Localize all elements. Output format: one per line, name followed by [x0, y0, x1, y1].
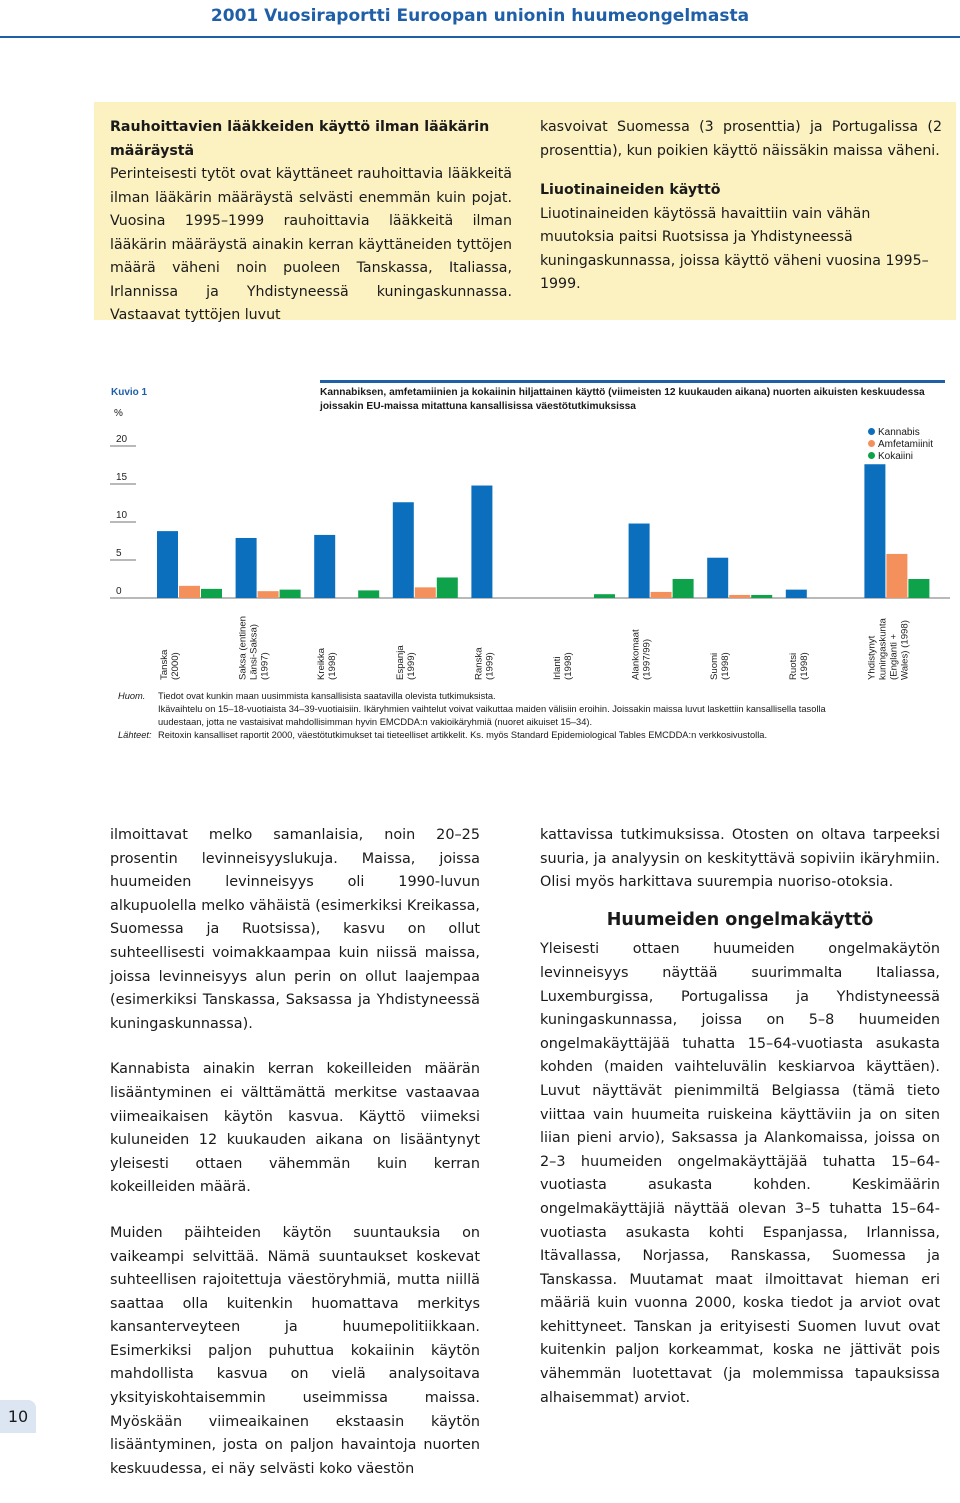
body-paragraph: Kannabista ainakin kerran kokeilleiden määrän lisääntyminen ei välttämättä merkitse vastaavaa viimeaikaisen käytön kasvua. Käyttö viimeksi kuluneiden 12 kuukauden aikana on lisääntynyt yleisesti ottaen vähemmän kuin kerran kokeilleiden määrä. — [110, 1061, 480, 1196]
bar-kannabis-8 — [786, 590, 807, 598]
y-tick-label: 10 — [116, 510, 128, 521]
x-category-label-line: Irlanti — [552, 656, 563, 680]
note-text: uudestaan, jotta ne vastaisivat mahdollisimman hyvin EMCDDA:n vakioikäryhmiä (nuoret aikuiset 15–34). — [158, 717, 593, 727]
x-category-label-line: (1999) — [484, 652, 496, 680]
bar-kokaiini-3 — [437, 577, 458, 598]
bar-kannabis-9 — [864, 464, 885, 598]
legend-label-kannabis: Kannabis — [878, 427, 920, 438]
bar-amfetamiinit-9 — [886, 554, 907, 598]
legend-swatch-amfetamiinit — [868, 440, 875, 447]
bar-kokaiini-0 — [201, 589, 222, 598]
body-paragraph: kattavissa tutkimuksissa. Otosten on oltava tarpeeksi suuria, ja analyysin on keskityttävä sopiviin ikäryhmiin. Olisi myös harkittava suurempia nuoriso-otoksia. — [540, 827, 940, 891]
x-category-label — [552, 652, 574, 680]
figure-label: Kuvio 1 — [111, 387, 148, 398]
figure-notes — [118, 690, 948, 742]
note-row — [118, 729, 948, 742]
body-paragraph: ilmoittavat melko samanlaisia, noin 20–25 prosentin levinneisyyslukuja. Maissa, joissa huumeiden levinneisyys oli 1990-luvun alkupuolella melko vähäistä (esimerkiksi Kreikassa, Suomessa ja Ruotsissa), kasvu on ollut suhteellisesti voimakkaampaa kuin niissä maissa, joissa levinneisyys alun perin on ollut laajempaa (esimerkiksi Tanskassa, Saksassa ja Yhdistyneessä kuningaskunnassa). — [110, 827, 480, 1032]
bar-kokaiini-6 — [673, 579, 694, 598]
page-header-title: 2001 Vuosiraportti Euroopan unionin huumeongelmasta — [210, 6, 750, 26]
bar-amfetamiinit-3 — [415, 587, 436, 598]
info-box — [94, 102, 956, 323]
bar-amfetamiinit-6 — [651, 592, 672, 598]
note-text: Tiedot ovat kunkin maan uusimmista kansallisista saatavilla olevista tutkimuksista. — [158, 691, 496, 701]
note-text: Reitoxin kansalliset raportit 2000, väestötutkimukset tai tieteelliset artikkelit. Ks. myös Standard Epidemiological Tables EMCDDA:n verkkosivustolla. — [158, 730, 768, 740]
x-category-label-line: Alankomaat — [630, 629, 642, 680]
box-text-tranquillisers: Perinteisesti tytöt ovat käyttäneet rauhoittavia lääkkeitä ilman lääkärin määräystä selvästi enemmän kuin pojat. Vuosina 1995–1999 rauhoittavia lääkkeitä ilman lääkärin määräystä ainakin kerran käyttäneiden tyttöjen määrä väheni noin puoleen Tanskassa, Italiassa, Irlannissa ja Yhdistyneessä kuningaskunnassa. Vastaavat tyttöjen luvut — [110, 166, 512, 323]
x-category-label — [788, 652, 810, 680]
x-category-label-line: Yhdistynyt — [866, 635, 878, 680]
x-category-label-line: kuningaskunta — [877, 618, 889, 680]
body-right-column — [540, 824, 940, 1432]
bar-kokaiini-9 — [908, 579, 929, 598]
figure-title-rule — [320, 380, 945, 383]
x-category-label — [631, 629, 653, 680]
box-text-continued: kasvoivat Suomessa (3 prosenttia) ja Portugalissa (2 prosenttia), kun poikien käyttö näissäkin maissa väheni. — [540, 119, 942, 159]
x-category-label-line: Kreikka — [316, 648, 328, 680]
legend-label-kokaiini: Kokaiini — [878, 451, 914, 462]
figure-1 — [108, 380, 950, 744]
bar-kokaiini-7 — [751, 595, 772, 598]
note-row — [118, 703, 948, 716]
y-axis-unit: % — [114, 408, 123, 419]
x-category-label-line: Ranska — [473, 647, 485, 680]
bar-kokaiini-1 — [280, 590, 301, 598]
x-category-label-line: Ruotsi — [787, 652, 799, 680]
bar-kokaiini-5 — [594, 594, 615, 598]
legend-swatch-kannabis — [868, 428, 875, 435]
section-heading-problem-use: Huumeiden ongelmakäyttö — [606, 909, 874, 930]
x-category-label-line: (1997/99) — [641, 638, 653, 680]
note-text: Ikävaihtelu on 15–18-vuotiaista 34–39-vuotiaisiin. Ikäryhmien vaihtelut voivat vaikuttaa maiden välisiin eroihin. Joissakin maissa luvut laskettiin kansallisella tasolla — [158, 704, 826, 714]
legend-item-kannabis — [868, 427, 958, 438]
page-number: 10 — [0, 1400, 36, 1433]
note-label: Huom. — [118, 691, 146, 701]
x-category-label-line: (1997) — [259, 652, 271, 680]
x-category-label-line: Suomi — [709, 652, 721, 680]
x-category-label-line: Espanja — [394, 645, 406, 680]
x-category-label-line: (1998) — [563, 652, 574, 680]
x-category-label-line: (1998) — [798, 652, 810, 680]
bar-kannabis-1 — [236, 538, 257, 598]
note-label: Lähteet: — [118, 730, 152, 740]
x-category-label — [709, 652, 731, 680]
x-category-label-line: Saksa (entinen — [237, 616, 249, 680]
x-category-label-line: (Englanti + — [888, 633, 900, 680]
x-category-label — [316, 647, 338, 680]
info-box-left-column — [110, 116, 512, 328]
bar-amfetamiinit-0 — [179, 586, 200, 598]
y-tick-label: 20 — [116, 434, 128, 445]
x-category-label — [866, 617, 910, 680]
note-row — [118, 716, 948, 729]
info-box-right-column — [540, 116, 942, 297]
legend-item-kokaiini — [868, 451, 958, 462]
bar-kannabis-3 — [393, 502, 414, 598]
figure-title: Kannabiksen, amfetamiinien ja kokaiinin hiljattainen käyttö (viimeisten 12 kuukauden aikana) nuorten aikuisten keskuudessa joissakin EU-maissa mitattuna kansallisissa väestötutkimuksissa — [320, 387, 925, 412]
box-heading-tranquillisers: Rauhoittavien lääkkeiden käyttö ilman lääkärin määräystä — [110, 119, 490, 159]
body-paragraph: Muiden päihteiden käytön suuntauksia on vaikeampi selvittää. Nämä suuntaukset koskevat suhteellisen rajoitettuja väestöryhmiä, mutta niillä saattaa olla kuitenkin huomattava merkitys kansanterveyteen ja huumepolitiikkaan. Esimerkiksi paljon puhuttua kokaiinin käytön mahdollista kasvua on vielä analysoitava yksityiskohtaisemmin useimmissa maissa. Myöskään viimeaikainen ekstaasin käytön lisääntyminen, josta on paljon havaintoja nuorten keskuudessa, ei näy selvästi koko väestön — [110, 1224, 480, 1477]
bar-kannabis-2 — [314, 535, 335, 598]
x-category-label — [473, 647, 495, 680]
x-category-label-line: Wales) (1998) — [899, 620, 911, 680]
x-category-label — [395, 645, 417, 680]
bar-kannabis-7 — [707, 558, 728, 598]
bar-kokaiini-2 — [358, 590, 379, 598]
body-paragraph: Yleisesti ottaen huumeiden ongelmakäytön levinneisyys näyttää suurimmalta Italiassa, Luxemburgissa, Portugalissa ja Yhdistyneessä kuningaskunnassa, joissa on 5–8 huumeiden ongelmakäyttäjää tuhatta 15–64-vuotiasta asukasta kohden (maiden vaihteluvälin keskiarvoa käyttäen). Luvut näyttävät pienimmiltä Belgiassa (tämä tieto viittaa vain huumeita ruiskeina käyttäviin ja on siten liian pieni arvio), Saksassa ja Alankomaissa, joissa on 2–3 huumeiden ongelmakäyttäjää tuhatta 15–64-vuotiasta asukasta kohden. Keskimäärin ongelmakäyttäjiä näyttää olevan 3–5 tuhatta 15–64-vuotiasta asukasta kohti Espanjassa, Irlannissa, Itävallassa, Norjassa, Ranskassa, Suomessa ja Tanskassa. Muutamat maat ilmoittavat hieman eri määriä kuin vuonna 2000, koska tiedot ja arviot ovat kehittyneet. Tanskan ja erityisesti Suomen luvut ovat kuitenkin paljon korkeammat, koska ne jättivät pois vähemmän luotettavat (ja molemmissa tapauksissa alhaisemmat) arviot. — [540, 941, 940, 1406]
box-text-solvents: Liuotinaineiden käytössä havaittiin vain vähän muutoksia paitsi Ruotsissa ja Yhdistyneessä kuningaskunnassa, joissa käyttö väheni vuosina 1995–1999. — [540, 205, 929, 292]
x-category-label — [159, 649, 181, 680]
bar-kannabis-0 — [157, 531, 178, 598]
x-category-label-line: (1998) — [720, 652, 732, 680]
y-tick-label: 15 — [116, 472, 128, 483]
bar-kannabis-6 — [629, 524, 650, 598]
x-category-label-line: (1999) — [405, 652, 417, 680]
x-category-label — [238, 616, 271, 680]
body-left-column — [110, 824, 480, 1503]
bar-kannabis-4 — [471, 486, 492, 598]
chart-area — [108, 380, 950, 690]
note-row — [118, 690, 948, 703]
bar-amfetamiinit-7 — [729, 595, 750, 598]
x-category-label-line: Tanska — [159, 649, 170, 680]
legend-item-amfetamiinit — [868, 439, 958, 450]
bar-amfetamiinit-1 — [258, 591, 279, 598]
y-tick-label: 0 — [116, 586, 122, 597]
x-category-label-line: Länsi-Saksa) — [248, 624, 260, 680]
legend-swatch-kokaiini — [868, 452, 875, 459]
legend-label-amfetamiinit: Amfetamiinit — [878, 439, 934, 450]
y-tick-label: 5 — [116, 548, 122, 559]
header-divider — [0, 36, 960, 38]
x-category-label-line: (1998) — [327, 652, 339, 680]
box-heading-solvents: Liuotinaineiden käyttö — [540, 182, 721, 198]
x-category-label-line: (2000) — [170, 652, 181, 680]
